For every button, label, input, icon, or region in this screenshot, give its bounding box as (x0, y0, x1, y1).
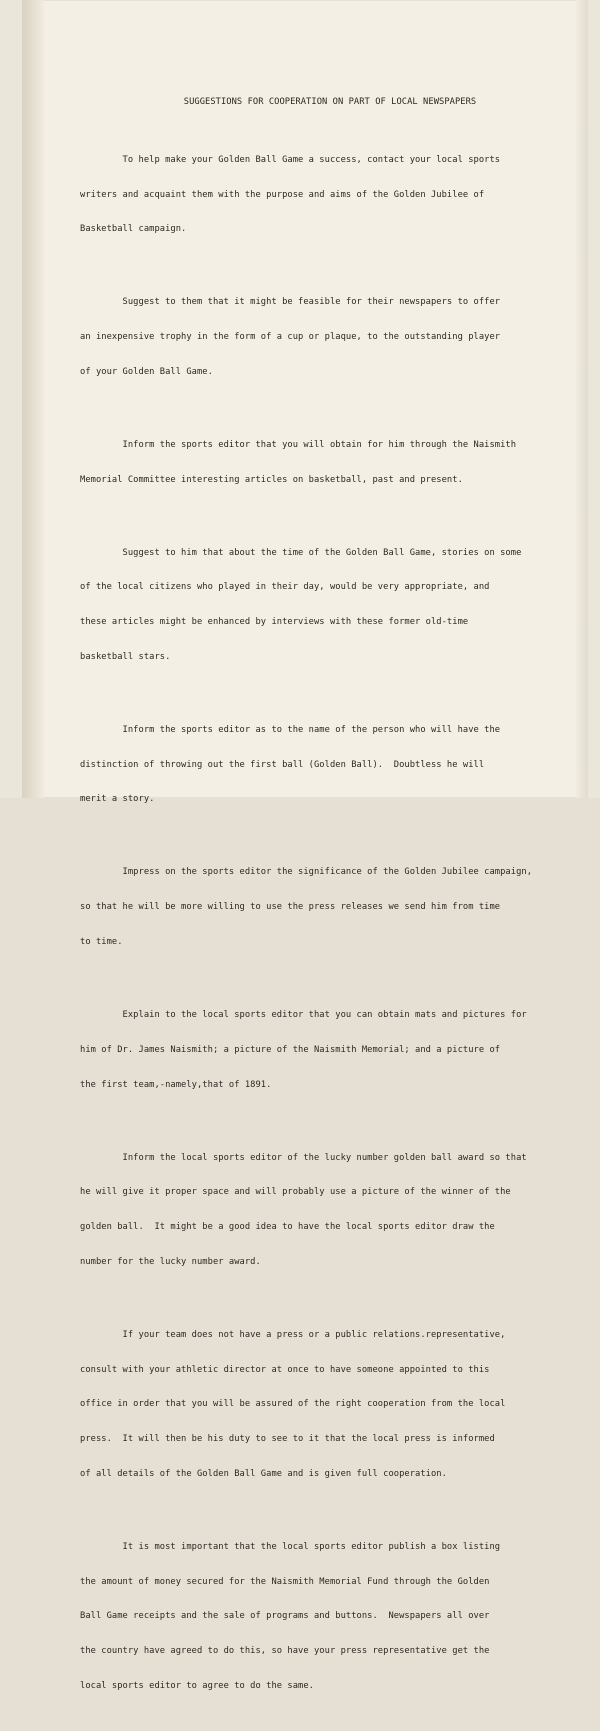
paragraph-line: number for the lucky number award. (80, 1256, 261, 1267)
paragraph-line: the amount of money secured for the Naismith Memorial Fund through the Golden (80, 1576, 490, 1587)
paragraph-line: Suggest to him that about the time of the Golden Ball Game, stories on some (80, 547, 522, 558)
paragraph-line: of all details of the Golden Ball Game and is given full cooperation. (80, 1468, 447, 1479)
paragraph-line: Explain to the local sports editor that you can obtain mats and pictures for (80, 1009, 527, 1020)
paragraph-line: To help make your Golden Ball Game a success, contact your local sports (80, 154, 501, 165)
paragraph-line: It is most important that the local sports editor publish a box listing (80, 1541, 501, 1552)
paragraph-line: If your team does not have a press or a public relations.representative, (80, 1329, 506, 1340)
document-page (22, 0, 588, 1692)
paragraph-line: writers and acquaint them with the purpose and aims of the Golden Jubilee of (80, 189, 485, 200)
paragraph-10 (80, 1519, 580, 1716)
paragraph-line: consult with your athletic director at once to have someone appointed to this (80, 1364, 490, 1375)
paragraph-8 (80, 1129, 580, 1291)
paragraph-4 (80, 524, 580, 686)
paragraph-line: the first team,-namely,that of 1891. (80, 1079, 272, 1090)
paragraph-line: golden ball. It might be a good idea to have the local sports editor draw the (80, 1222, 495, 1233)
paragraph-9 (80, 1307, 580, 1504)
paragraph-line: Inform the sports editor that you will obtain for him through the Naismith (80, 439, 517, 450)
paragraph-line: Memorial Committee interesting articles on basketball, past and present. (80, 474, 463, 485)
paragraph-line: Inform the local sports editor of the lucky number golden ball award so that (80, 1152, 527, 1163)
binding-edge (22, 0, 44, 798)
paragraph-line: office in order that you will be assured of the right cooperation from the local (80, 1399, 506, 1410)
paragraph-5 (80, 702, 580, 830)
paragraph-line: an inexpensive trophy in the form of a cup or plaque, to the outstanding player (80, 332, 501, 343)
paragraph-line: Inform the sports editor as to the name of the person who will have the (80, 724, 501, 735)
paragraph-line: to time. (80, 937, 123, 947)
paragraph-line: distinction of throwing out the first ball (Golden Ball). Doubtless he will (80, 759, 485, 770)
paragraph-line: local sports editor to agree to do the same. (80, 1681, 314, 1692)
paragraph-7 (80, 987, 580, 1115)
paragraph-line: Suggest to them that it might be feasible for their newspapers to offer (80, 297, 501, 308)
paragraph-line: him of Dr. James Naismith; a picture of the Naismith Memorial; and a picture of (80, 1044, 501, 1055)
paragraph-line: Impress on the sports editor the significance of the Golden Jubilee campaign, (80, 867, 533, 878)
paragraph-6 (80, 844, 580, 972)
paragraph-2 (80, 274, 580, 402)
paragraph-line: of the local citizens who played in their day, would be very appropriate, and (80, 582, 490, 593)
paragraph-line: so that he will be more willing to use the press releases we send him from time (80, 902, 501, 913)
paragraph-line: of your Golden Ball Game. (80, 366, 213, 377)
paragraph-line: the country have agreed to do this, so have your press representative get the (80, 1646, 490, 1657)
paragraph-3 (80, 417, 580, 510)
paragraph-line: he will give it proper space and will probably use a picture of the winner of the (80, 1187, 511, 1198)
paragraph-1 (80, 132, 580, 260)
paragraph-line: these articles might be enhanced by interviews with these former old-time (80, 617, 469, 628)
paragraph-line: press. It will then be his duty to see to it that the local press is informed (80, 1434, 495, 1445)
document-title: SUGGESTIONS FOR COOPERATION ON PART OF LOCAL NEWSPAPERS (183, 97, 477, 107)
paragraph-line: basketball stars. (80, 651, 171, 662)
paragraph-line: merit a story. (80, 794, 155, 805)
document-body (80, 97, 580, 1731)
paragraph-line: Ball Game receipts and the sale of programs and buttons. Newspapers all over (80, 1611, 490, 1622)
paragraph-line: Basketball campaign. (80, 224, 187, 235)
